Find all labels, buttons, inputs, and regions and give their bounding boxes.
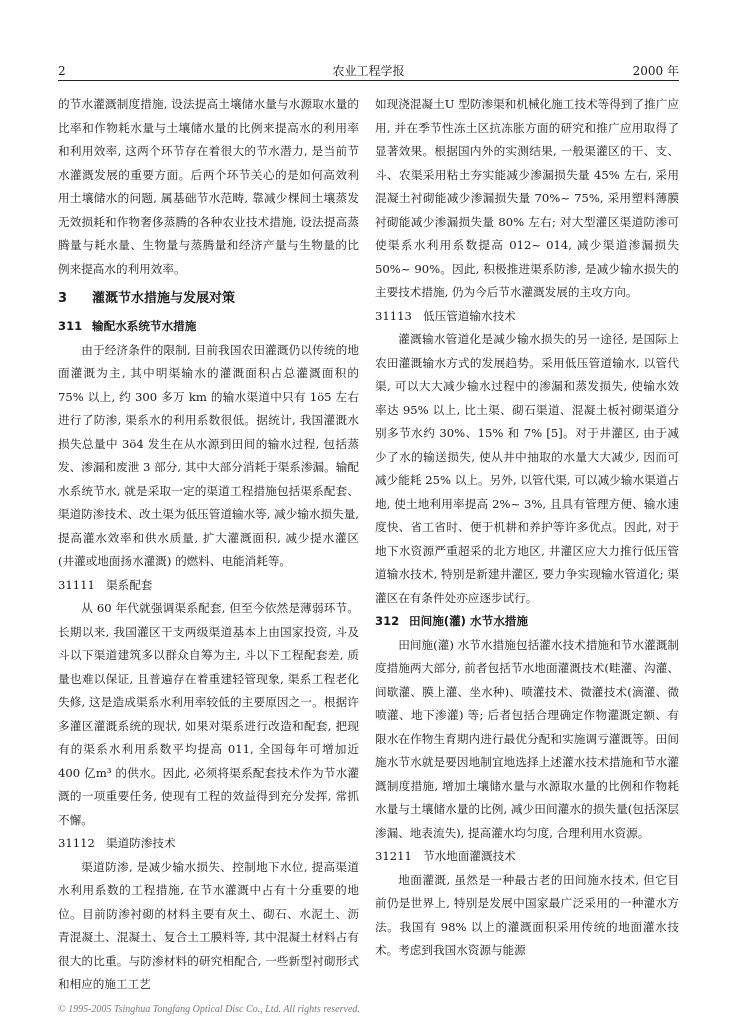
paragraph: 由于经济条件的限制, 目前我国农田灌溉仍以传统的地面灌溉为主, 其中明渠输水的灌溉面积占总灌溉面积的 75% 以上, 约 300 多万 km 的输水渠道中只有 1ö5 左右进行了防渗, 渠系水的利用系数很低。据统计, 我国灌溉水损失总量中 3ö4 发生在从水源到田间的输水过程, 包括蒸发、渗漏和废泄 3 部分, 其中大部分消耗于渠系渗漏。输配水系统节水, 就是采取一定的渠道工程措施包括渠系配套、渠道防渗技术、改土渠为低压管道输水等, 减少输水损失量, 提高灌水效率和供水质量, 扩大灌溉面积, 减少提水灌区 (井灌或地面扬水灌溉) 的燃料、电能消耗等。 xyxy=(58,342,359,568)
subsubsection-title: 低压管道输水技术 xyxy=(423,308,516,323)
paragraph: 地面灌溉, 虽然是一种最古老的田间施水技术, 但它目前仍是世界上, 特别是发展中国家最广泛采用的一种灌水方法。我国有 98% 以上的灌溉面积采用传统的地面灌水技术。考虑到我国水资源与能源 xyxy=(375,872,679,957)
subsection-title: 输配水系统节水措施 xyxy=(92,319,197,333)
subsection-number: 312 xyxy=(375,614,400,628)
subsubsection-number: 31113 xyxy=(375,308,412,323)
paragraph: 田间施(灌) 水节水措施包括灌水技术措施和节水灌溉制度措施两大部分, 前者包括节水地面灌溉技术(畦灌、沟灌、间歇灌、膜上灌、坐水种)、喷灌技术、微灌技术(滴灌、微喷灌、地下渗灌) 等; 后者包括合理确定作物灌溉定额、有限水在作物生育期内进行最优分配和实施调亏灌溉等。田间施水节水就是要因地制宜地选择上述灌水技术措施和节水灌溉制度措施, 增加土壤储水量与水源取水量的比例和作物耗水量与土壤储水量的比例, 减少田间灌水的损失量(包括深层渗漏、地表流失), 提高灌水均匀度, 合理利用水资源。 xyxy=(375,637,679,840)
subsubsection-number: 31211 xyxy=(375,849,412,863)
subsection-title: 田间施(灌) 水节水措施 xyxy=(409,614,528,628)
subsubsection-title: 渠道防渗技术 xyxy=(106,836,176,850)
section-heading xyxy=(58,287,359,311)
subsubsection-number: 31111 xyxy=(58,577,95,592)
subsubsection-heading xyxy=(58,574,359,598)
paragraph: 如现浇混凝土U 型防渗渠和机械化施工技术等得到了推广应用, 并在季节性冻土区抗冻胀方面的研究和推广应用取得了显著效果。根据国内外的实测结果, 一般渠灌区的干、支、斗、农渠采用粘土夯实能减少渗漏损失量 45% 左右, 采用混凝土衬砌能减少渗漏损失量 70%~ 75%, 采用塑料薄膜衬砌能减少渗漏损失量 80% 左右; 对大型灌区渠道防渗可使渠系水利用系数提高 012~ 014, 减少渠道渗漏损失 50%~ 90%。因此, 积极推进渠系防渗, 是减少输水损失的主要技术措施, 仍为今后节水灌溉发展的主攻方向。 xyxy=(375,97,679,299)
paragraph: 从 60 年代就强调渠系配套, 但至今依然是薄弱环节。长期以来, 我国灌区干支两级渠道基本上由国家投资, 斗及斗以下渠道建筑多以群众自筹为主, 斗以下工程配套差, 质量也难以保证, 且普遍存在着重建轻管现象, 渠系工程老化失修, 这是造成渠系水利用率较低的主要原因之一。根据许多灌区灌溉系统的现状, 如果对渠系进行改造和配套, 把现有的渠系水利用系数平均提高 011, 全国每年可增加近 400 亿m³ 的供水。因此, 必须将渠系配套技术作为节水灌溉的一项重要任务, 使现有工程的效益得到充分发挥, 常抓不懈。 xyxy=(58,601,359,827)
left-column xyxy=(58,93,359,997)
copyright-notice: © 1995-2005 Tsinghua Tongfang Optical Disc Co., Ltd. All rights reserved. xyxy=(58,1004,360,1015)
subsection-heading xyxy=(58,315,359,339)
section-title: 灌溉节水措施与发展对策 xyxy=(92,291,236,306)
paragraph: 渠道防渗, 是减少输水损失、控制地下水位, 提高渠道水利用系数的工程措施, 在节水灌溉中占有十分重要的地位。目前防渗衬砌的材料主要有灰土、砌石、水泥土、沥青混凝土、混凝土、复合土工膜料等, 其中混凝土材料占有很大的比重。与防渗材料的研究相配合, 一些新型衬砌形式和相应的施工工艺 xyxy=(58,859,359,991)
subsubsection-number: 31112 xyxy=(58,836,95,850)
right-column xyxy=(375,93,679,963)
publication-year: 2000 年 xyxy=(632,64,679,78)
subsubsection-heading xyxy=(375,305,679,329)
subsubsection-heading xyxy=(375,845,679,869)
subsection-heading xyxy=(375,610,679,634)
page-number: 2 xyxy=(58,64,66,78)
subsubsection-title: 渠系配套 xyxy=(106,577,153,592)
section-number: 3 xyxy=(58,291,68,306)
paragraph: 的节水灌溉制度措施, 设法提高土壤储水量与水源取水量的比率和作物耗水量与土壤储水量的比例来提高水的利用率和利用效率, 这两个环节存在着很大的节水潜力, 是当前节水灌溉发展的重要方面。后两个环节关心的是如何高效利用土壤储水的问题, 属基础节水范畴, 靠减少棵间土壤蒸发无效损耗和作物奢侈蒸腾的各种农业技术措施, 设法提高蒸腾量与耗水量、生物量与蒸腾量和经济产量与生物量的比例来提高水的利用效率。 xyxy=(58,97,359,276)
subsubsection-title: 节水地面灌溉技术 xyxy=(423,849,516,863)
paragraph: 灌溉输水管道化是减少输水损失的另一途径, 是国际上农田灌溉输水方式的发展趋势。采用低压管道输水, 以管代渠, 可以大大减少输水过程中的渗漏和蒸发损失, 使输水效率达 95% 以上, 比土渠、砌石渠道、混凝土板衬砌渠道分别多节水约 30%、15% 和 7% [5]。对于井灌区, 由于减少了水的输送损失, 使从井中抽取的水量大大减少, 因而可减少能耗 25% 以上。另外, 以管代渠, 可以减少输水渠道占地, 使土地利用率提高 2%~ 3%, 且具有管理方便、输水速度快、省工省时、便于机耕和养护等许多优点。因此, 对于地下水资源严重超采的北方地区, 井灌区应大力推行低压管道输水技术, 特别是新建井灌区, 要力争实现输水管道化; 渠灌区在有条件处亦应逐步试行。 xyxy=(375,332,679,605)
subsection-number: 311 xyxy=(58,319,83,333)
journal-name: 农业工程学报 xyxy=(332,64,405,78)
subsubsection-heading xyxy=(58,832,359,856)
running-header xyxy=(58,62,679,81)
